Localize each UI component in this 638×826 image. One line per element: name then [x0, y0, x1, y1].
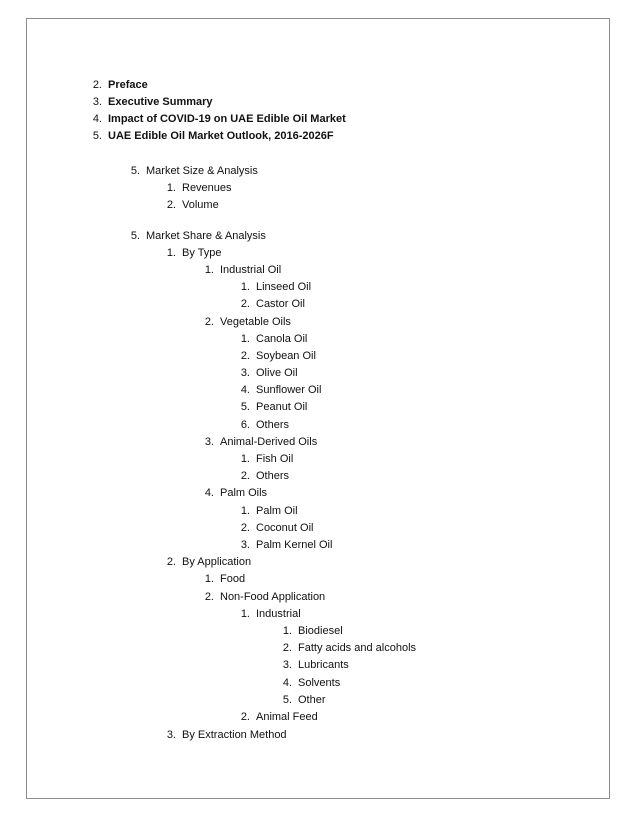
- toc-number: 5.: [130, 230, 140, 242]
- toc-label: UAE Edible Oil Market Outlook, 2016-2026F: [108, 130, 334, 142]
- toc-entry-market-outlook: [84, 129, 334, 143]
- toc-number: 2.: [240, 522, 250, 534]
- toc-entry-revenues: [158, 181, 232, 195]
- toc-number: 2.: [240, 298, 250, 310]
- toc-number: 1.: [204, 573, 214, 585]
- toc-label: Linseed Oil: [256, 281, 312, 293]
- toc-number: 1.: [240, 453, 250, 465]
- toc-entry-others-vegetable: [232, 418, 289, 432]
- toc-entry-covid-impact: [84, 112, 346, 126]
- toc-label: Market Share & Analysis: [146, 230, 266, 242]
- toc-entry-soybean-oil: [232, 349, 316, 363]
- toc-number: 2.: [92, 79, 102, 91]
- toc-label: Palm Oil: [256, 505, 298, 517]
- toc-number: 1.: [240, 608, 250, 620]
- toc-number: 3.: [204, 436, 214, 448]
- toc-number: 1.: [166, 182, 176, 194]
- toc-entry-others-animal: [232, 469, 289, 483]
- toc-label: Canola Oil: [256, 333, 308, 345]
- toc-number: 5.: [282, 694, 292, 706]
- toc-entry-by-application: [158, 555, 251, 569]
- toc-label: Peanut Oil: [256, 401, 308, 413]
- toc-number: 6.: [240, 419, 250, 431]
- toc-label: Preface: [108, 79, 148, 91]
- toc-number: 2.: [240, 470, 250, 482]
- toc-entry-castor-oil: [232, 297, 305, 311]
- toc-entry-palm-kernel-oil: [232, 538, 332, 552]
- toc-label: Olive Oil: [256, 367, 298, 379]
- toc-label: Animal Feed: [256, 711, 318, 723]
- toc-number: 1.: [240, 505, 250, 517]
- toc-entry-animal-feed: [232, 710, 318, 724]
- toc-number: 3.: [240, 367, 250, 379]
- toc-entry-palm-oils: [196, 486, 267, 500]
- toc-entry-fatty-acids: [274, 641, 416, 655]
- toc-entry-other: [274, 693, 326, 707]
- toc-entry-non-food-application: [196, 590, 325, 604]
- toc-label: Fish Oil: [256, 453, 294, 465]
- toc-label: Market Size & Analysis: [146, 165, 258, 177]
- toc-label: Sunflower Oil: [256, 384, 322, 396]
- toc-entry-palm-oil: [232, 504, 298, 518]
- toc-number: 1.: [204, 264, 214, 276]
- toc-label: Volume: [182, 199, 219, 211]
- toc-label: By Extraction Method: [182, 729, 287, 741]
- toc-label: Industrial: [256, 608, 301, 620]
- toc-number: 2.: [240, 350, 250, 362]
- toc-number: 2.: [204, 591, 214, 603]
- toc-label: Vegetable Oils: [220, 316, 291, 328]
- toc-label: By Application: [182, 556, 252, 568]
- toc-number: 2.: [166, 199, 176, 211]
- toc-number: 5.: [130, 165, 140, 177]
- toc-label: Lubricants: [298, 659, 349, 671]
- toc-label: Biodiesel: [298, 625, 343, 637]
- toc-label: Palm Oils: [220, 487, 268, 499]
- toc-label: Revenues: [182, 182, 232, 194]
- toc-label: Impact of COVID-19 on UAE Edible Oil Market: [108, 113, 346, 125]
- toc-label: Other: [298, 694, 326, 706]
- toc-number: 3.: [282, 659, 292, 671]
- toc-number: 2.: [282, 642, 292, 654]
- toc-entry-food: [196, 572, 245, 586]
- toc-entry-peanut-oil: [232, 400, 307, 414]
- toc-entry-preface: [84, 78, 148, 92]
- toc-label: Others: [256, 419, 290, 431]
- toc-entry-canola-oil: [232, 332, 307, 346]
- toc-label: Solvents: [298, 677, 341, 689]
- toc-entry-industrial-oil: [196, 263, 281, 277]
- toc-number: 2.: [240, 711, 250, 723]
- toc-label: Others: [256, 470, 290, 482]
- toc-label: Non-Food Application: [220, 591, 326, 603]
- toc-label: Castor Oil: [256, 298, 305, 310]
- toc-label: Animal-Derived Oils: [220, 436, 318, 448]
- toc-number: 5.: [240, 401, 250, 413]
- toc-entry-lubricants: [274, 658, 349, 672]
- toc-number: 1.: [282, 625, 292, 637]
- toc-number: 4.: [92, 113, 102, 125]
- toc-label: Executive Summary: [108, 96, 213, 108]
- toc-label: Food: [220, 573, 246, 585]
- toc-entry-linseed-oil: [232, 280, 311, 294]
- toc-number: 2.: [166, 556, 176, 568]
- toc-label: Soybean Oil: [256, 350, 316, 362]
- toc-label: Coconut Oil: [256, 522, 314, 534]
- toc-entry-volume: [158, 198, 219, 212]
- toc-entry-market-size: [122, 164, 258, 178]
- toc-label: Fatty acids and alcohols: [298, 642, 417, 654]
- toc-number: 3.: [166, 729, 176, 741]
- toc-entry-vegetable-oils: [196, 315, 291, 329]
- toc-number: 4.: [204, 487, 214, 499]
- toc-entry-animal-derived-oils: [196, 435, 317, 449]
- toc-entry-by-extraction-method: [158, 728, 287, 742]
- toc-entry-by-type: [158, 246, 222, 260]
- toc-label: Industrial Oil: [220, 264, 282, 276]
- toc-entry-market-share: [122, 229, 266, 243]
- toc-number: 4.: [282, 677, 292, 689]
- toc-entry-olive-oil: [232, 366, 298, 380]
- toc-number: 2.: [204, 316, 214, 328]
- toc-entry-solvents: [274, 676, 340, 690]
- toc-entry-sunflower-oil: [232, 383, 321, 397]
- toc-label: Palm Kernel Oil: [256, 539, 333, 551]
- toc-entry-coconut-oil: [232, 521, 313, 535]
- toc-entry-fish-oil: [232, 452, 293, 466]
- toc-entry-executive-summary: [84, 95, 213, 109]
- toc-entry-industrial: [232, 607, 301, 621]
- toc-number: 1.: [166, 247, 176, 259]
- toc-entry-biodiesel: [274, 624, 343, 638]
- toc-number: 1.: [240, 333, 250, 345]
- toc-number: 3.: [92, 96, 102, 108]
- toc-number: 1.: [240, 281, 250, 293]
- toc-number: 5.: [92, 130, 102, 142]
- toc-number: 3.: [240, 539, 250, 551]
- toc-label: By Type: [182, 247, 222, 259]
- toc-number: 4.: [240, 384, 250, 396]
